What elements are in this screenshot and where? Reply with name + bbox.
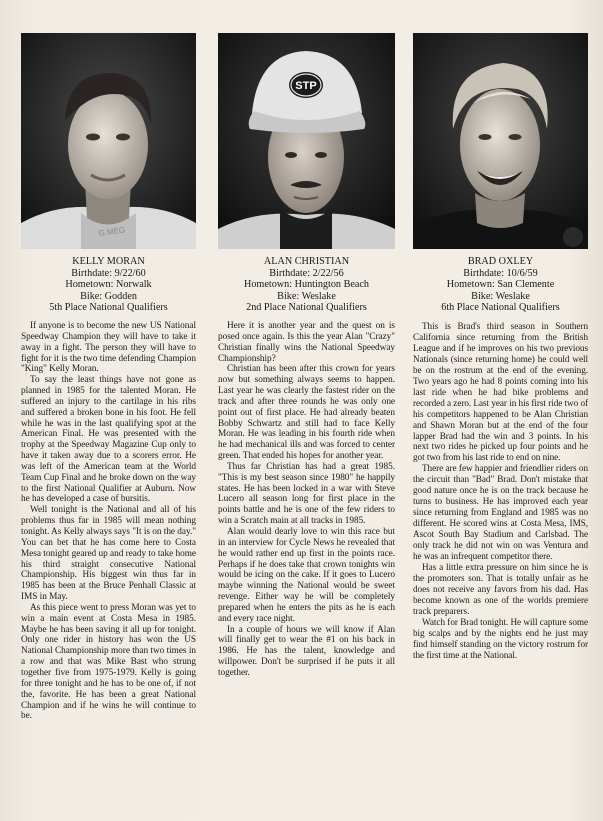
rider-birthdate: Birthdate: 9/22/60 [71,267,146,279]
cap-logo: STP [295,80,317,92]
rider-column-brad-oxley [413,33,588,661]
rider-column-alan-christian [218,33,395,679]
bio-paragraph: There are few happier and friendlier riders on the circuit than "Bad" Brad. Don't mistake that good nature once he is on the track because he turns to business. He has improved each year since returning from England and 1985 was no different. He scored wins at Costa Mesa, IMS, Ascot South Bay Stadium and Carlsbad. The only track he did not win on was Ventura and he was an infrequent competitor there. [413,463,588,561]
bio-paragraph: Well tonight is the National and all of his problems thus far in 1985 will mean nothing tonight. As Kelly always says "It is on the day." You can bet that he has come here to Costa Mesa tonight geared up and ready to take home his third straight consecutive National Championship. His biggest win thus far in 1985 has been at the Bruce Penhall Classic at IMS in May. [21,505,196,603]
rider-birthdate: Birthdate: 10/6/59 [463,267,538,279]
rider-bio [21,321,196,722]
rider-caption [218,256,395,314]
bio-paragraph: Christian has been after this crown for years now but something always seems to happen. Last year he was clearly the fastest rider on the track and after three rounds he was only one point out of first place. He had already beaten Bobby Schwartz and still had to face Kelly Moran. He was leading in his fourth ride when he had mechanical ills and was forced to center green. That ended his hopes for another year. [218,364,395,462]
rider-hometown: Hometown: Huntington Beach [243,279,370,291]
svg-text:G.MEG: G.MEG [98,225,126,238]
rider-qualifier: 6th Place National Qualifiers [441,302,560,314]
rider-photo [413,33,588,249]
bio-paragraph: If anyone is to become the new US National Speedway Champion they will have to take it away in a fight. The person they will have to fight for it is the two time defending Champion "King" Kelly Moran. [21,320,196,375]
bio-paragraph: As this piece went to press Moran was yet to win a main event at Costa Mesa in 1985. Maybe he has been saving it all up for tonight. Only one rider in history has won the US National Championship more than two times in a row and that was Mike Bast who strung together five from 1975-1979. Kelly is going for three tonight and he has to be one of, if not the, favorite. He has been a great National Champion and if he wins he will continue to be. [21,602,196,722]
rider-photo [218,33,395,249]
rider-qualifier: 2nd Place National Qualifiers [246,302,367,314]
rider-hometown: Hometown: San Clemente [446,279,555,291]
bio-paragraph: Has a little extra pressure on him since he is the promoters son. That is totally unfair as he does not receive any favors from his dad. Has become known as one of the worlds premiere track preparers. [413,561,588,616]
bio-paragraph: This is Brad's third season in Southern California since returning from the British League and if he improves on his two previous Nationals (since returning home) he could well be on the rostrum at the end of the evening. Two years ago he had 8 points coming into his last ride when he had bike problems and recorded a zero. Last year in his first ride two of his competitors happened to be Alan Christian and Shawn Moran but at the end of the four lapper Brad had the win and 3 points. In his next two rides he picked up four points and he got two from his last ride to end on nine. [413,320,588,463]
rider-bio [218,321,395,679]
portrait-illustration [21,33,196,249]
rider-bike: Bike: Godden [80,290,137,302]
rider-photo [21,33,196,249]
bio-paragraph: Here it is another year and the quest on is posed once again. Is this the year Alan "Crazy" Christian finally wins the National Speedway Championship? [218,320,395,364]
rider-birthdate: Birthdate: 2/22/56 [269,267,344,279]
rider-qualifier: 5th Place National Qualifiers [49,302,168,314]
bio-paragraph: In a couple of hours we will know if Alan will finally get to wear the #1 on his back in 1986. He has the talent, knowledge and willpower. Don't be surprised if he puts it all together. [218,624,395,678]
bio-paragraph: Alan would dearly love to win this race but in an interview for Cycle News he revealed that he would rather end up first in the points race. Perhaps if he does take that crown tonights win would be icing on the cake. If it goes to Lucero maybe winning the National would be sweet revenge. Either way he will be completely prepared when he enters the pits as he is each and every race night. [218,527,395,624]
bio-paragraph: Thus far Christian has had a great 1985. "This is my best season since 1980" he happily states. He has been locked in a war with Steve Lucero all season long for first place in the points battle and he is one of the few riders to win a Scratch main at all tracks in 1985. [218,461,395,527]
rider-bike: Bike: Weslake [471,290,530,302]
rider-name: BRAD OXLEY [467,256,534,267]
rider-caption [413,256,588,314]
bio-paragraph: Watch for Brad tonight. He will capture some big scalps and by the nights end he just may find himself standing on the victory rostrum for the first time at the National. [413,616,588,660]
rider-column-kelly-moran [21,33,196,722]
portrait-illustration [218,33,395,249]
rider-bio [413,321,588,661]
portrait-illustration [413,33,588,249]
rider-bike: Bike: Weslake [277,290,336,302]
rider-caption [21,256,196,314]
rider-name: ALAN CHRISTIAN [263,256,350,267]
rider-hometown: Hometown: Norwalk [65,279,152,291]
rider-name: KELLY MORAN [72,256,145,267]
bio-paragraph: To say the least things have not gone as planned in 1985 for the talented Moran. He suffered an injury to the cartilage in his ribs and suffered a broken bone in his foot. He fell while he was in the last qualifying spot at the American Final. He was presented with the trophy at the Speedway Magazine Cup only to have it taken away due to a scorers error. He was left of the American team at the World Team Cup Final and he broke down on the way to the first National Qualifier at Auburn. Now he has developed a case of bursitis. [21,375,196,505]
